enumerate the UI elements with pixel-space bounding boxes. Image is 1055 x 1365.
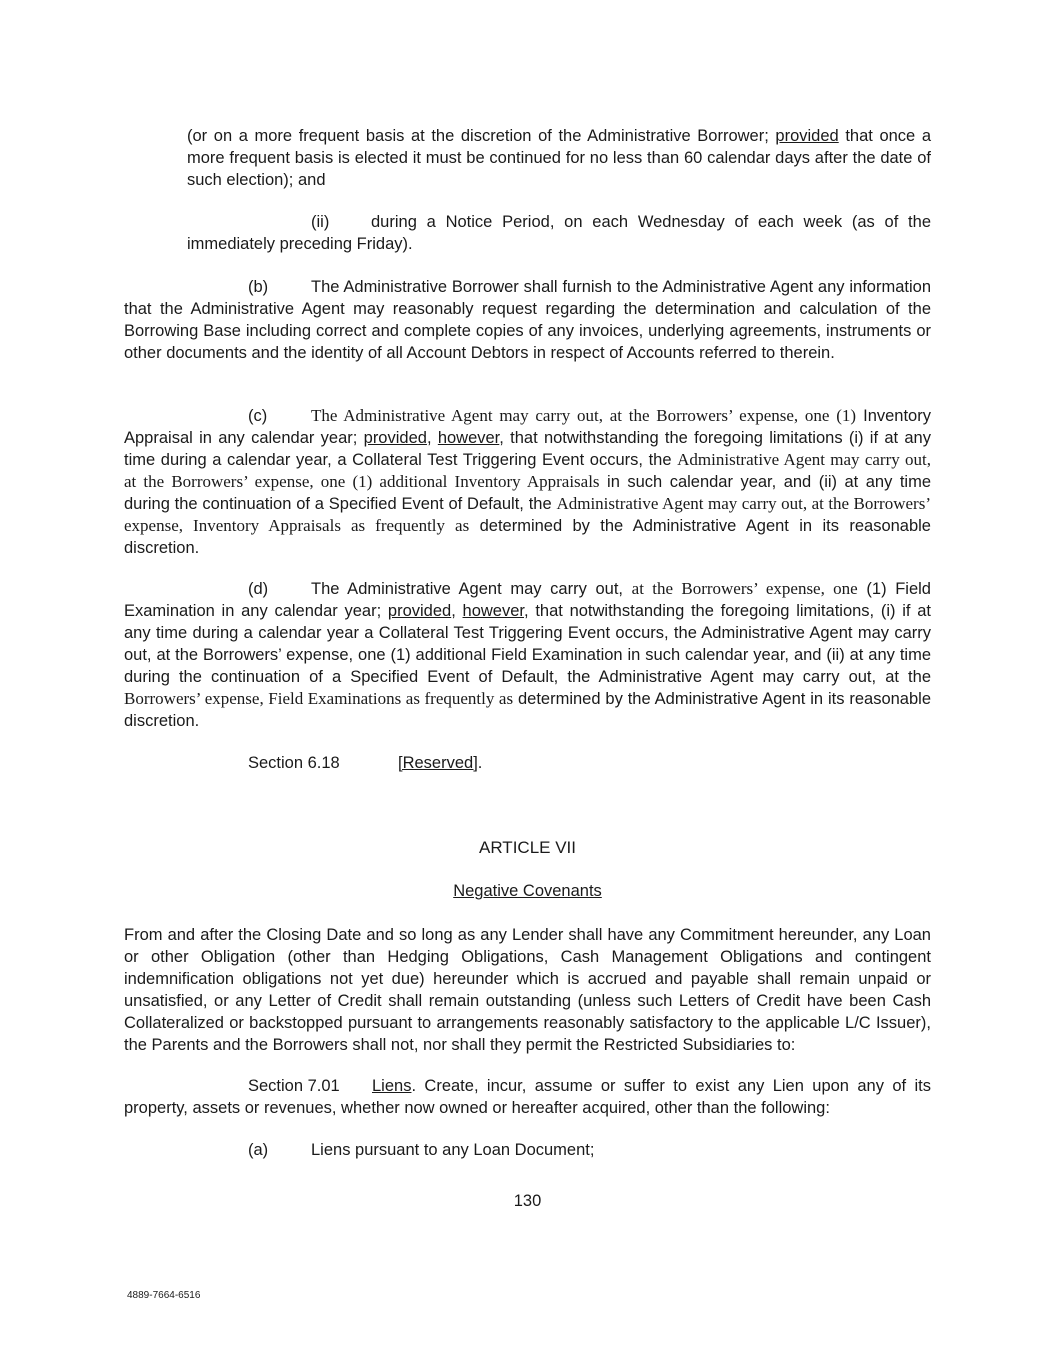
text: Inventory Appraisal in any calendar year; <box>124 407 931 447</box>
text: Administrative Agent may carry out, at the Borrowers’ expense, one (1) additional Inventory Appraisals <box>124 450 931 491</box>
text: during a Notice Period, on each Wednesday of each week (as of the immediately preceding Friday). <box>187 213 931 253</box>
article-subheading-text: Negative Covenants <box>453 882 602 900</box>
text: Liens pursuant to any Loan Document; <box>311 1141 595 1159</box>
text: that once a more frequent basis is elected it must be continued for no less than 60 calendar days after the date of such election); and <box>187 127 932 189</box>
article-subheading <box>124 880 931 902</box>
clause-7-01-a <box>124 1139 931 1161</box>
clause-label: (b) <box>248 278 269 296</box>
clause-ii <box>187 211 931 255</box>
text: determined by the Administrative Agent in its reasonable discretion. <box>124 690 931 730</box>
text: , <box>451 602 463 620</box>
text: , that notwithstanding the foregoing limitations (i) if at any time during a calendar year, a Collateral Test Triggering Event occurs, the <box>124 429 931 469</box>
text: . Create, incur, assume or suffer to exist any Lien upon any of its property, assets or revenues, whether now owned or hereafter acquired, other than the following: <box>124 1077 931 1117</box>
clause-label: (d) <box>248 580 269 598</box>
clause-b <box>124 276 931 364</box>
section-number: Section 7.01 <box>248 1077 340 1095</box>
page-number: 130 <box>513 1192 542 1210</box>
text: Administrative Agent may carry out, at the Borrowers’ expense, Inventory Appraisals as frequently as <box>124 494 931 535</box>
text: The Administrative Agent may carry out, at the Borrowers’ expense, one (1) <box>311 406 857 425</box>
text: Borrowers’ expense, Field Examinations as frequently as <box>124 689 514 708</box>
article-heading: ARTICLE VII <box>479 838 576 857</box>
document-id: 4889-7664-6516 <box>127 1290 201 1301</box>
section-number: Section 6.18 <box>248 754 340 772</box>
clause-label: (c) <box>248 407 268 425</box>
clause-c <box>124 405 931 559</box>
section-6-18 <box>124 752 931 774</box>
however-term: however <box>462 602 524 620</box>
clause-label: (ii) <box>311 213 330 231</box>
provided-term: provided <box>387 602 452 620</box>
text: , that notwithstanding the foregoing limitations, (i) if at any time during a calendar year a Collateral Test Triggering Event occurs, the Administrative Agent may carry out, at the Borrowers’ expense, one (1) additional Field Examination in such calendar year, and (ii) at any time during the continuation of a Specified Event of Default, the Administrative Agent may carry out, at the <box>124 602 932 686</box>
continuation-paragraph <box>187 125 931 191</box>
text: . <box>477 754 483 772</box>
section-title: Liens <box>372 1077 412 1095</box>
text: at the Borrowers’ expense, one <box>631 579 858 598</box>
text: The Administrative Borrower shall furnish to the Administrative Agent any information that the Administrative Agent may reasonably request regarding the determination and calculation of the Borrowing Base including correct and complete copies of any invoices, underlying agreements, instruments or other documents and the identity of all Account Debtors in respect of Accounts referred to therein. <box>124 278 931 362</box>
text: (or on a more frequent basis at the discretion of the Administrative Borrower; <box>187 127 776 145</box>
intro-paragraph: From and after the Closing Date and so long as any Lender shall have any Commitment hereunder, any Loan or other Obligation (other than Hedging Obligations, Cash Management Obligations and contingent indemnification obligations not yet due) hereunder which is accrued and payable shall remain unpaid or unsatisfied, or any Letter of Credit shall remain outstanding (unless such Letters of Credit have been Cash Collateralized or backstopped pursuant to arrangements reasonably satisfactory to the applicable L/C Issuer), the Parents and the Borrowers shall not, nor shall they permit the Restricted Subsidiaries to: <box>124 926 931 1054</box>
text: The Administrative Agent may carry out, <box>311 580 632 598</box>
section-title: [Reserved] <box>398 754 478 772</box>
text: determined by the Administrative Agent in its reasonable discretion. <box>124 517 931 557</box>
text: (1) Field Examination in any calendar year; <box>124 580 931 620</box>
clause-d <box>124 578 931 732</box>
text: in such calendar year, and (ii) at any time during the continuation of a Specified Event of Default, the <box>124 473 931 513</box>
provided-term: provided <box>363 429 427 447</box>
clause-label: (a) <box>248 1141 269 1159</box>
provided-term: provided <box>775 127 839 145</box>
text: , <box>426 429 438 447</box>
however-term: however <box>437 429 500 447</box>
section-7-01 <box>124 1075 931 1119</box>
